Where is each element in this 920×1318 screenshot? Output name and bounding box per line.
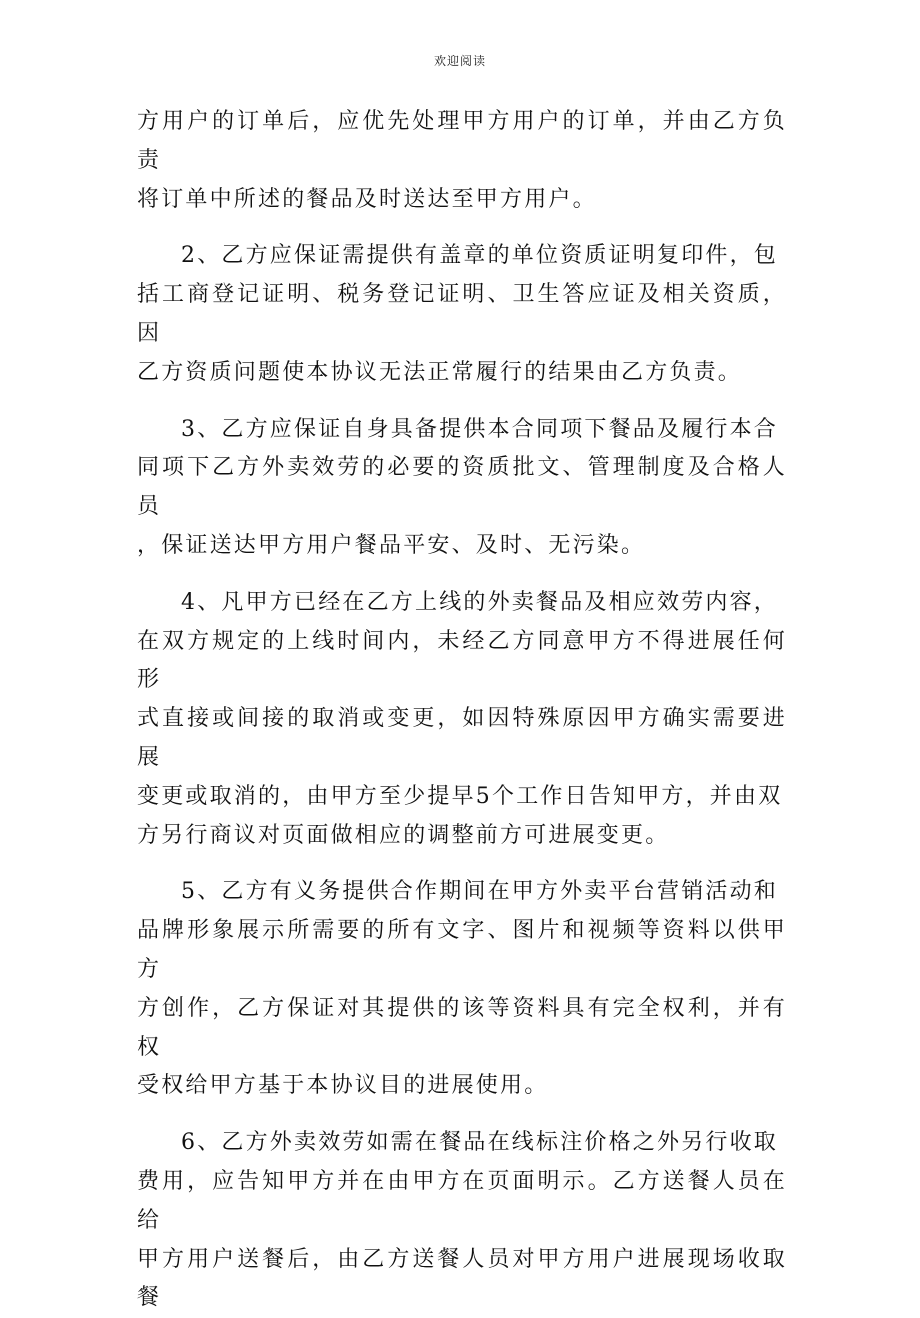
text-line: 式直接或间接的取消或变更，如因特殊原因甲方确实需要进展 — [137, 706, 787, 770]
text-line: 同项下乙方外卖效劳的必要的资质批文、管理制度及合格人员 — [137, 455, 787, 520]
paragraph-clause-4 — [137, 584, 787, 856]
text-line: 品牌形象展示所需要的所有文字、图片和视频等资料以供甲方 — [137, 918, 787, 982]
text-line: 3、乙方应保证自身具备提供本合同项下餐品及履行本合 — [181, 416, 778, 442]
paragraph-clause-5 — [137, 873, 787, 1106]
text-line: 将订单中所述的餐品及时送达至甲方用户。 — [137, 186, 597, 212]
text-line: 受权给甲方基于本协议目的进展使用。 — [137, 1073, 549, 1099]
text-line: 4、凡甲方已经在乙方上线的外卖餐品及相应效劳内容， — [181, 589, 778, 615]
text-line: 方创作，乙方保证对其提供的该等资料具有完全权利，并有权 — [137, 995, 787, 1060]
text-line: 方另行商议对页面做相应的调整前方可进展变更。 — [137, 822, 670, 848]
text-line: ，保证送达甲方用户餐品平安、及时、无污染。 — [137, 532, 646, 558]
text-line: 甲方用户送餐后，由乙方送餐人员对甲方用户进展现场收取餐 — [137, 1246, 787, 1311]
document-body — [137, 103, 787, 1318]
text-line: 乙方资质问题使本协议无法正常履行的结果由乙方负责。 — [137, 359, 743, 385]
text-line: 费用，应告知甲方并在由甲方在页面明示。乙方送餐人员在给 — [137, 1168, 787, 1233]
text-line: 在双方规定的上线时间内，未经乙方同意甲方不得进展任何形 — [137, 628, 787, 693]
text-line: 6、乙方外卖效劳如需在餐品在线标注价格之外另行收取 — [181, 1130, 778, 1156]
paragraph-clause-6 — [137, 1124, 787, 1318]
text-line: 方用户的订单后，应优先处理甲方用户的订单，并由乙方负责 — [137, 109, 787, 173]
text-line: 变更或取消的，由甲方至少提早5个工作日告知甲方，并由双 — [137, 783, 783, 809]
text-line: 2、乙方应保证需提供有盖章的单位资质证明复印件，包 — [181, 243, 778, 269]
paragraph-continued — [137, 103, 787, 219]
text-line: 括工商登记证明、税务登记证明、卫生答应证及相关资质，因 — [137, 282, 787, 346]
text-line: 5、乙方有义务提供合作期间在甲方外卖平台营销活动和 — [181, 879, 778, 905]
page-header: 欢迎阅读 — [433, 54, 486, 68]
paragraph-clause-3 — [137, 411, 787, 566]
paragraph-clause-2 — [137, 237, 787, 392]
